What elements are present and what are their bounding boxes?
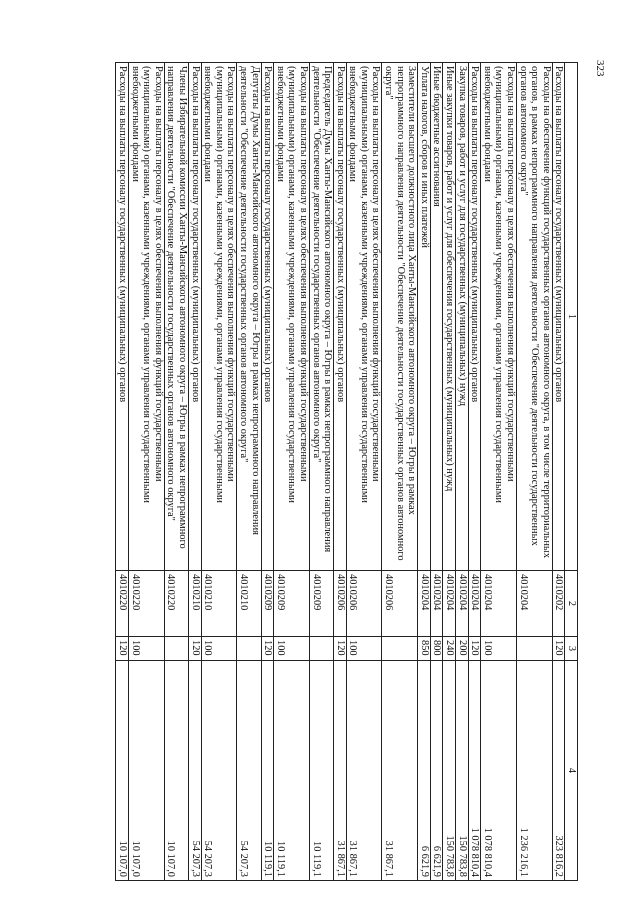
row-code-cell: 4010210 <box>189 571 202 637</box>
row-kind-cell: 100 <box>346 637 382 661</box>
row-code-cell: 4010210 <box>201 571 237 637</box>
row-kind-cell <box>382 637 418 661</box>
row-kind-cell <box>164 637 188 661</box>
table-row <box>334 63 347 881</box>
row-name-cell: Расходы на выплаты персоналу государственных (муниципальных) органов <box>552 63 565 571</box>
table-row <box>443 63 456 881</box>
row-kind-cell: 120 <box>468 637 481 661</box>
table-row <box>309 63 333 881</box>
row-kind-cell <box>237 637 261 661</box>
row-kind-cell: 240 <box>443 637 456 661</box>
page-number: 323 <box>594 60 606 77</box>
row-name-cell: Иные бюджетные ассигнования <box>430 63 443 571</box>
row-name-cell: Расходы на обеспечение функций государственных органов автономного округа, в том числе территориальных органов, в рамках непрограммного направления деятельности "Обеспечение деятельности государственных органов автономного округа" <box>517 63 553 571</box>
row-code-cell: 4010209 <box>274 571 310 637</box>
row-name-cell: Расходы на выплаты персоналу в целях обеспечения выполнения функций государственными (муниципальными) органами, казенными учреждениями, органами управления государственными внебюджетными фондами <box>346 63 382 571</box>
row-code-cell: 4010210 <box>237 571 261 637</box>
row-name-cell: Иные закупки товаров, работ и услуг для обеспечения государственных (муниципальных) нужд <box>443 63 456 571</box>
row-sum-cell: 54 207,3 <box>201 661 237 881</box>
table-row <box>261 63 274 881</box>
row-name-cell: Заместители высшего должностного лица Ханты-Мансийского автономного округа – Югры в рамках непрограммного направления деятельности "Обеспечение деятельности государственных органов автономного округа" <box>382 63 418 571</box>
column-header-name: 1 <box>565 63 578 571</box>
row-sum-cell: 54 207,3 <box>237 661 261 881</box>
row-code-cell: 4010220 <box>129 571 165 637</box>
row-sum-cell: 10 107,0 <box>164 661 188 881</box>
table-row <box>116 63 129 881</box>
row-code-cell: 4010206 <box>382 571 418 637</box>
row-sum-cell: 1 236 216,1 <box>517 661 553 881</box>
table-row <box>456 63 469 881</box>
row-code-cell: 4010220 <box>164 571 188 637</box>
row-kind-cell: 200 <box>456 637 469 661</box>
row-kind-cell: 120 <box>552 637 565 661</box>
row-code-cell: 4010206 <box>346 571 382 637</box>
row-sum-cell: 150 783,8 <box>456 661 469 881</box>
row-sum-cell: 10 119,1 <box>274 661 310 881</box>
row-name-cell: Расходы на выплаты персоналу государственных (муниципальных) органов <box>261 63 274 571</box>
row-code-cell: 4010204 <box>468 571 481 637</box>
row-sum-cell: 31 867,1 <box>334 661 347 881</box>
row-sum-cell: 31 867,1 <box>382 661 418 881</box>
row-sum-cell: 1 078 810,4 <box>481 661 517 881</box>
row-name-cell: Расходы на выплаты персоналу государственных (муниципальных) органов <box>189 63 202 571</box>
table-row <box>418 63 431 881</box>
table-row <box>430 63 443 881</box>
row-sum-cell: 323 816,2 <box>552 661 565 881</box>
table-row <box>129 63 165 881</box>
row-code-cell: 4010220 <box>116 571 129 637</box>
row-name-cell: Уплата налогов, сборов и иных платежей <box>418 63 431 571</box>
table-row <box>274 63 310 881</box>
row-sum-cell: 10 119,1 <box>309 661 333 881</box>
row-name-cell: Депутаты Думы Ханты-Мансийского автономного округа – Югры в рамках непрограммного направления деятельности "Обеспечение деятельности государственных органов автономного округа" <box>237 63 261 571</box>
row-code-cell: 4010204 <box>418 571 431 637</box>
column-header-code: 2 <box>565 571 578 637</box>
row-name-cell: Члены Избирательной комиссии Ханты-Мансийского автономного округа – Югры в рамках непрограммного направления деятельности "Обеспечение деятельности государственных органов автономного округа" <box>164 63 188 571</box>
row-sum-cell: 10 107,0 <box>129 661 165 881</box>
row-kind-cell: 120 <box>189 637 202 661</box>
row-sum-cell: 6 621,9 <box>430 661 443 881</box>
row-name-cell: Расходы на выплаты персоналу в целях обеспечения выполнения функций государственными (муниципальными) органами, казенными учреждениями, органами управления государственными внебюджетными фондами <box>481 63 517 571</box>
table-row <box>237 63 261 881</box>
table-row <box>164 63 188 881</box>
row-name-cell: Расходы на выплаты персоналу государственных (муниципальных) органов <box>116 63 129 571</box>
row-code-cell: 4010204 <box>456 571 469 637</box>
table-row <box>517 63 553 881</box>
row-kind-cell: 120 <box>334 637 347 661</box>
row-name-cell: Председатель Думы Ханты-Мансийского автономного округа – Югры в рамках непрограммного направления деятельности "Обеспечение деятельности государственных органов автономного округа" <box>309 63 333 571</box>
row-name-cell: Расходы на выплаты персоналу в целях обеспечения выполнения функций государственными (муниципальными) органами, казенными учреждениями, органами управления государственными внебюджетными фондами <box>274 63 310 571</box>
row-code-cell: 4010206 <box>334 571 347 637</box>
table-row <box>481 63 517 881</box>
row-sum-cell: 54 207,3 <box>189 661 202 881</box>
row-kind-cell: 850 <box>418 637 431 661</box>
row-kind-cell: 100 <box>274 637 310 661</box>
row-name-cell: Расходы на выплаты персоналу в целях обеспечения выполнения функций государственными (муниципальными) органами, казенными учреждениями, органами управления государственными внебюджетными фондами <box>129 63 165 571</box>
row-code-cell: 4010204 <box>517 571 553 637</box>
row-name-cell: Расходы на выплаты персоналу государственных (муниципальных) органов <box>334 63 347 571</box>
table-row <box>382 63 418 881</box>
row-sum-cell: 150 783,8 <box>443 661 456 881</box>
row-sum-cell: 10 107,0 <box>116 661 129 881</box>
row-name-cell: Расходы на выплаты персоналу государственных (муниципальных) органов <box>468 63 481 571</box>
row-code-cell: 4010204 <box>430 571 443 637</box>
table-row <box>552 63 565 881</box>
table-row <box>189 63 202 881</box>
table-header-row <box>565 63 578 881</box>
column-header-sum: 4 <box>565 661 578 881</box>
budget-table <box>115 62 578 881</box>
row-sum-cell: 1 078 810,4 <box>468 661 481 881</box>
row-name-cell: Закупка товаров, работ и услуг для государственных (муниципальных) нужд <box>456 63 469 571</box>
column-header-kind: 3 <box>565 637 578 661</box>
row-sum-cell: 10 119,1 <box>261 661 274 881</box>
row-kind-cell: 100 <box>201 637 237 661</box>
row-kind-cell: 800 <box>430 637 443 661</box>
row-code-cell: 4010209 <box>261 571 274 637</box>
row-code-cell: 4010204 <box>443 571 456 637</box>
table-row <box>468 63 481 881</box>
table-body <box>116 63 565 881</box>
row-code-cell: 4010209 <box>309 571 333 637</box>
row-kind-cell: 100 <box>129 637 165 661</box>
row-code-cell: 4010202 <box>552 571 565 637</box>
row-kind-cell: 100 <box>481 637 517 661</box>
table-row <box>201 63 237 881</box>
row-kind-cell <box>517 637 553 661</box>
table-row <box>346 63 382 881</box>
rotated-page-content <box>88 62 578 880</box>
row-kind-cell: 120 <box>116 637 129 661</box>
row-sum-cell: 6 621,9 <box>418 661 431 881</box>
row-kind-cell <box>309 637 333 661</box>
row-sum-cell: 31 867,1 <box>346 661 382 881</box>
row-code-cell: 4010204 <box>481 571 517 637</box>
row-kind-cell: 120 <box>261 637 274 661</box>
row-name-cell: Расходы на выплаты персоналу в целях обеспечения выполнения функций государственными (муниципальными) органами, казенными учреждениями, органами управления государственными внебюджетными фондами <box>201 63 237 571</box>
